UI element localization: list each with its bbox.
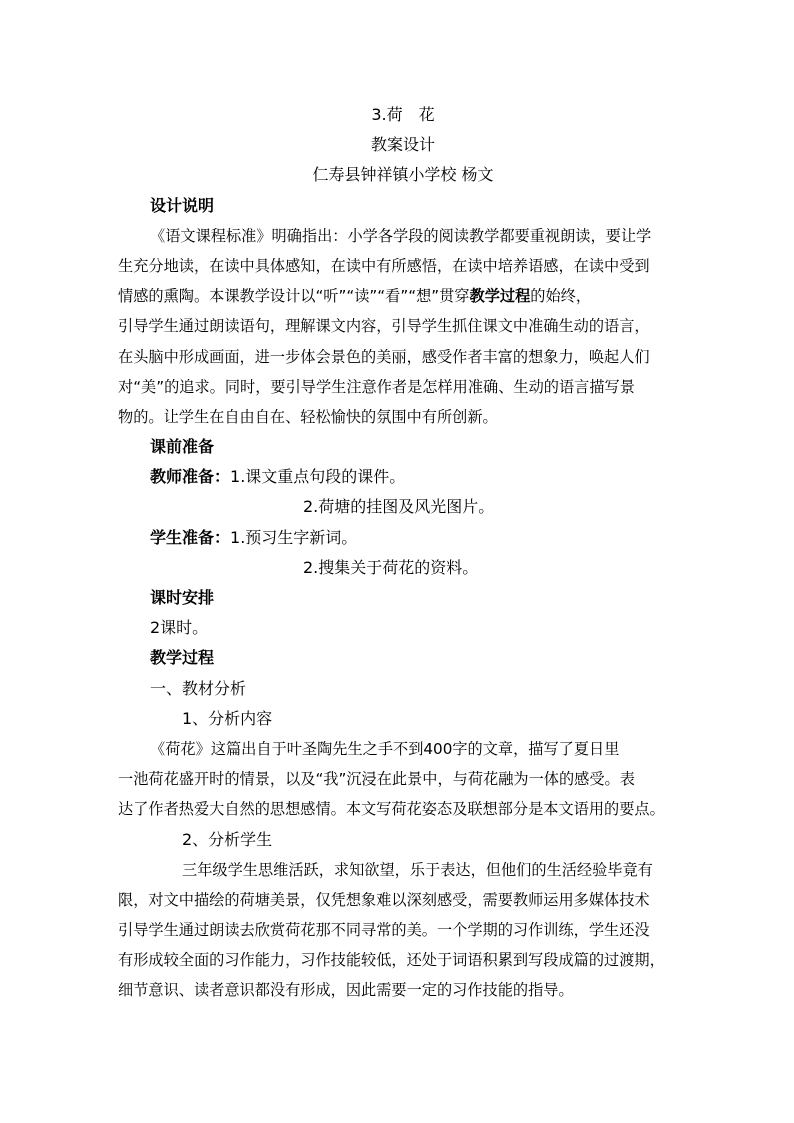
- student-prep-item: 1.预习生字新词。: [230, 527, 358, 547]
- design-note-line: 对“美”的追求。同时，要引导学生注意作者是怎样用准确、生动的语言描写景: [118, 377, 635, 396]
- student-analysis-line: 三年级学生思维活跃，求知欲望，乐于表达，但他们的生活经验毕竟有: [182, 860, 653, 879]
- design-note-line: [118, 281, 688, 311]
- design-note-line: 在头脑中形成画面，进一步体会景色的美丽，感受作者丰富的想象力，唤起人们: [118, 347, 650, 366]
- subtitle: 教案设计: [370, 135, 435, 155]
- lesson-title: 3.荷 花: [371, 105, 435, 124]
- teacher-prep-item: 1.课文重点句段的课件。: [230, 467, 406, 487]
- teacher-prep-item: 2.荷塘的挂图及风光图片。: [303, 497, 495, 517]
- process-heading: 教学过程: [150, 648, 215, 668]
- design-note-text: 情感的熏陶。本课教学设计以“听”“读”“看”“想”贯穿: [118, 287, 470, 306]
- teacher-prep-label: 教师准备：: [150, 467, 231, 487]
- student-prep-item: 2.搜集关于荷花的资料。: [303, 557, 479, 577]
- design-note-text: 的始终，: [530, 287, 592, 306]
- design-note-line: 《语文课程标准》明确指出：小学各学段的阅读教学都要重视朗读，要让学: [150, 226, 652, 245]
- subsection-heading: 2、分析学生: [182, 829, 273, 849]
- section-heading: 一、教材分析: [150, 678, 247, 698]
- design-note-heading: 设计说明: [150, 195, 215, 215]
- document-page: [118, 100, 688, 1006]
- student-analysis-line: 有形成较全面的习作能力，习作技能较低，还处于词语积累到写段成篇的过渡期，: [118, 951, 665, 970]
- design-note-emphasis: 教学过程: [469, 287, 531, 306]
- student-analysis-line: 引导学生通过朗读去欣赏荷花那不同寻常的美。一个学期的习作训练，学生还没: [118, 921, 650, 940]
- design-note-line: 生充分地读，在读中具体感知，在读中有所感悟，在读中培养语感，在读中受到: [118, 256, 650, 275]
- author-line: 仁寿县钟祥镇小学校 杨文: [312, 165, 494, 185]
- subsection-heading: 1、分析内容: [182, 708, 273, 728]
- schedule-heading: 课时安排: [150, 588, 215, 607]
- student-prep-label: 学生准备：: [150, 527, 231, 547]
- design-note-line: 引导学生通过朗读语句，理解课文内容，引导学生抓住课文中准确生动的语言，: [118, 317, 650, 336]
- teacher-prep-line: [118, 462, 688, 492]
- student-analysis-line: 细节意识、读者意识都没有形成，因此需要一定的习作技能的指导。: [118, 981, 574, 1000]
- student-prep-line: [118, 523, 688, 553]
- content-analysis-line: 《荷花》这篇出自于叶圣陶先生之手不到400字的文章，描写了夏日里: [150, 739, 620, 758]
- prep-heading: 课前准备: [150, 437, 215, 457]
- student-analysis-line: 限，对文中描绘的荷塘美景，仅凭想象难以深刻感受，需要教师运用多媒体技术: [118, 890, 650, 909]
- content-analysis-line: 达了作者热爱大自然的思想感情。本文写荷花姿态及联想部分是本文语用的要点。: [118, 800, 665, 819]
- schedule-value: 2课时。: [150, 618, 209, 638]
- design-note-line: 物的。让学生在自由自在、轻松愉快的氛围中有所创新。: [118, 407, 498, 426]
- content-analysis-line: 一池荷花盛开时的情景，以及“我”沉浸在此景中，与荷花融为一体的感受。表: [118, 770, 635, 789]
